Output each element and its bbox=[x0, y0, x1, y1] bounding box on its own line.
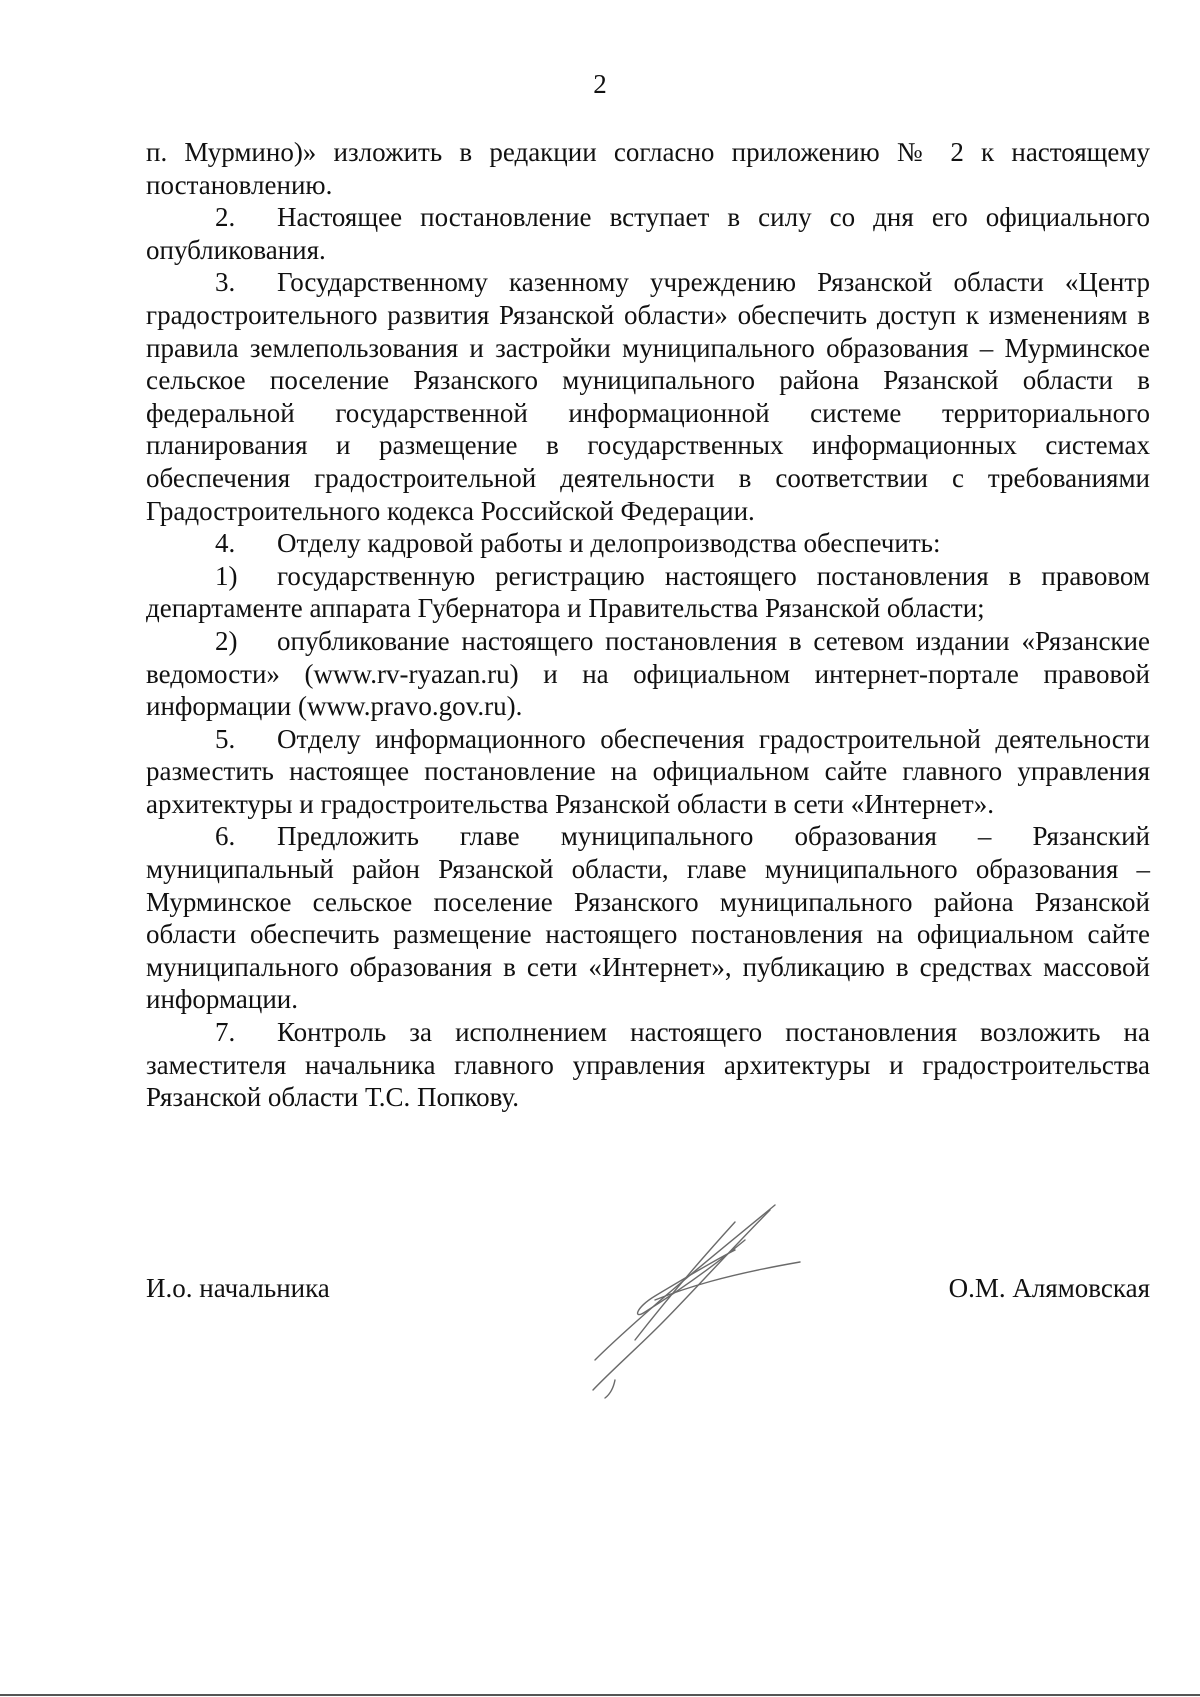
paragraph-4-item-2 bbox=[146, 625, 1150, 723]
paragraph-4-item-1-text: государственную регистрацию настоящего постановления в правовом департаменте аппарата Губернатора и Правительства Рязанской области; bbox=[146, 560, 1150, 624]
paragraph-7 bbox=[146, 1016, 1150, 1114]
paragraph-2-number: 2. bbox=[215, 202, 236, 233]
bottom-edge-line bbox=[0, 1694, 1200, 1696]
paragraph-5-number: 5. bbox=[215, 723, 236, 754]
handwritten-signature bbox=[585, 1200, 810, 1400]
document-body bbox=[146, 136, 1150, 1114]
paragraph-3-number: 3. bbox=[215, 267, 236, 298]
paragraph-4-item-2-number: 2) bbox=[215, 625, 238, 656]
paragraph-5-text: Отделу информационного обеспечения градостроительной деятельности разместить настоящее постановление на официальном сайте главного управления архитектуры и градостроительства Рязанской области в сети «Интернет». bbox=[146, 723, 1150, 819]
paragraph-4-text: Отделу кадровой работы и делопроизводства обеспечить: bbox=[277, 528, 941, 559]
paragraph-4 bbox=[146, 527, 1150, 560]
paragraph-7-number: 7. bbox=[215, 1017, 236, 1048]
page-number: 2 bbox=[593, 69, 607, 99]
paragraph-2 bbox=[146, 201, 1150, 266]
paragraph-4-item-1 bbox=[146, 560, 1150, 625]
paragraph-5 bbox=[146, 723, 1150, 821]
paragraph-6-text: Предложить главе муниципального образования – Рязанский муниципальный район Рязанской области, главе муниципального образования – Мурминское сельское поселение Рязанского муниципального района Рязанской области обеспечить размещение настоящего постановления на официальном сайте муниципального образования в сети «Интернет», публикацию в средствах массовой информации. bbox=[146, 821, 1150, 1015]
paragraph-6 bbox=[146, 820, 1150, 1016]
paragraph-4-item-2-text: опубликование настоящего постановления в сетевом издании «Рязанские ведомости» (www.rv-ryazan.ru) и на официальном интернет-портале правовой информации (www.pravo.gov.ru). bbox=[146, 625, 1150, 722]
paragraph-7-text: Контроль за исполнением настоящего постановления возложить на заместителя начальника главного управления архитектуры и градостроительства Рязанской области Т.С. Попкову. bbox=[146, 1017, 1150, 1113]
signatory-position: И.о. начальника bbox=[146, 1273, 330, 1303]
paragraph-1-continuation: п. Мурмино)» изложить в редакции согласно приложению № 2 к настоящему постановлению. bbox=[146, 137, 1150, 200]
paragraph-3-text: Государственному казенному учреждению Рязанской области «Центр градостроительного развития Рязанской области» обеспечить доступ к изменениям в правила землепользования и застройки муниципального образования – Мурминское сельское поселение Рязанского муниципального района Рязанской области в федеральной государственной информационной системе территориального планирования и размещение в государственных информационных системах обеспечения градостроительной деятельности в соответствии с требованиями Градостроительного кодекса Российской Федерации. bbox=[146, 267, 1150, 526]
paragraph-6-number: 6. bbox=[215, 821, 236, 852]
paragraph-2-text: Настоящее постановление вступает в силу со дня его официального опубликования. bbox=[146, 202, 1150, 265]
paragraph-4-number: 4. bbox=[215, 528, 236, 559]
signatory-name: О.М. Алямовская bbox=[948, 1273, 1150, 1303]
paragraph-3 bbox=[146, 266, 1150, 527]
paragraph-4-item-1-number: 1) bbox=[215, 560, 238, 591]
